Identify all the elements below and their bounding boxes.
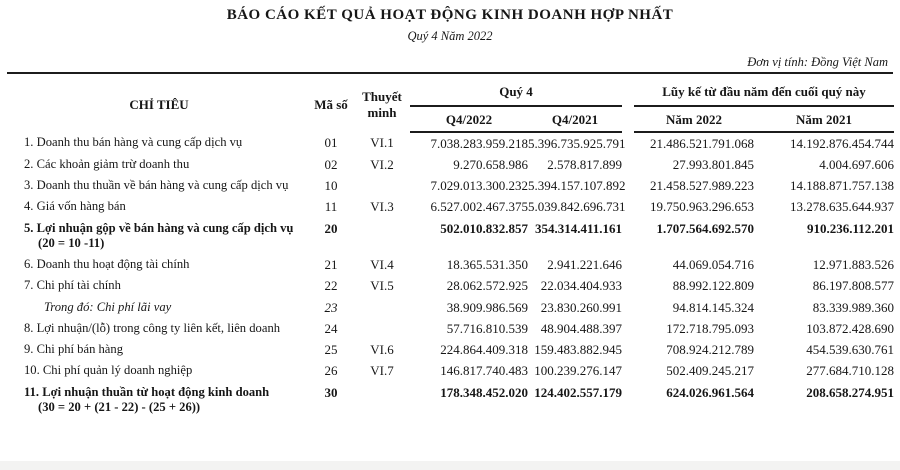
row-code: 21: [324, 257, 338, 273]
header-year-2021: Năm 2021: [754, 106, 894, 133]
cell-year-2022: 21.458.527.989.223: [650, 178, 754, 194]
header-code: Mã số: [314, 96, 348, 112]
row-label: [10, 297, 308, 318]
table-row: [10, 276, 894, 297]
table-row: [10, 318, 894, 339]
cell-q4-2021: 23.830.260.991: [540, 299, 622, 315]
row-formula: (20 = 10 -11): [38, 236, 105, 251]
header-quarter-group: Quý 4: [410, 77, 622, 106]
cell-q4-2021: 2.578.817.899: [547, 156, 622, 172]
table-row: [10, 154, 894, 175]
row-note: [354, 297, 410, 318]
cell-q4-2021: 5.039.842.696.731: [528, 199, 626, 215]
column-gap: [622, 361, 634, 382]
cell-year-2022: 502.409.245.217: [666, 363, 754, 379]
row-code: 25: [324, 342, 338, 358]
cell-q4-2021: 124.402.557.179: [534, 384, 622, 400]
cell-year-2022: 172.718.795.093: [666, 320, 754, 336]
row-label: 7. Chi phí tài chính: [24, 278, 121, 293]
cell-year-2021: 103.872.428.690: [806, 320, 894, 336]
row-label-text: 5. Lợi nhuận gộp về bán hàng và cung cấp dịch vụ: [24, 220, 294, 235]
table-row: [10, 132, 894, 154]
cell-q4-2022: 28.062.572.925: [446, 278, 528, 294]
header-ytd-group: Lũy kế từ đầu năm đến cuối quý này: [634, 77, 894, 106]
cell-year-2021: 4.004.697.606: [819, 156, 894, 172]
row-note: VI.4: [370, 257, 394, 273]
scan-edge-shadow: [0, 461, 900, 470]
cell-q4-2022: 178.348.452.020: [440, 384, 528, 400]
column-gap: [622, 255, 634, 276]
row-note: VI.2: [370, 156, 394, 172]
cell-q4-2022: 224.864.409.318: [440, 342, 528, 358]
cell-year-2021: 454.539.630.761: [806, 342, 894, 358]
row-label: 1. Doanh thu bán hàng và cung cấp dịch vụ: [24, 134, 243, 149]
row-note: VI.7: [370, 363, 394, 379]
row-code: 30: [324, 384, 338, 400]
document-title: BÁO CÁO KẾT QUẢ HOẠT ĐỘNG KINH DOANH HỢP NHẤT: [226, 7, 674, 23]
row-code: 24: [324, 320, 338, 336]
row-code: 10: [324, 178, 338, 194]
row-label: 3. Doanh thu thuần về bán hàng và cung cấp dịch vụ: [24, 178, 289, 193]
cell-year-2021: 86.197.808.577: [812, 278, 894, 294]
table-row: [10, 197, 894, 218]
row-note: VI.5: [370, 278, 394, 294]
header-year-2022: Năm 2022: [634, 106, 754, 133]
row-note: [354, 176, 410, 197]
cell-year-2022: 88.992.122.809: [672, 278, 754, 294]
cell-q4-2022: 7.038.283.959.218: [430, 135, 528, 151]
table-row-detail: [10, 297, 894, 318]
column-gap: [622, 276, 634, 297]
header-note: Thuyết minh: [362, 89, 402, 120]
row-note: VI.6: [370, 342, 394, 358]
header-q4-2022: Q4/2022: [410, 106, 528, 133]
cell-q4-2021: 354.314.411.161: [534, 220, 622, 236]
table-row: [10, 361, 894, 382]
cell-year-2022: 1.707.564.692.570: [656, 220, 754, 236]
row-note: [354, 218, 410, 254]
cell-q4-2022: 7.029.013.300.232: [430, 178, 528, 194]
row-label: 8. Lợi nhuận/(lỗ) trong công ty liên kết, liên doanh: [24, 320, 281, 335]
table-row: [10, 255, 894, 276]
cell-year-2022: 21.486.521.791.068: [650, 135, 754, 151]
cell-year-2021: 14.188.871.757.138: [790, 178, 894, 194]
cell-q4-2021: 159.483.882.945: [534, 342, 622, 358]
document-header: [0, 0, 900, 44]
column-gap: [622, 318, 634, 339]
row-note: [354, 382, 410, 418]
row-note: VI.1: [370, 134, 394, 150]
header-q4-2021: Q4/2021: [528, 106, 622, 133]
cell-year-2022: 27.993.801.845: [672, 156, 754, 172]
column-gap: [622, 340, 634, 361]
row-code: 02: [324, 156, 338, 172]
row-note: VI.3: [370, 199, 394, 215]
header-group-row: [10, 77, 894, 106]
cell-year-2022: 44.069.054.716: [672, 257, 754, 273]
cell-year-2022: 708.924.212.789: [666, 342, 754, 358]
cell-year-2021: 13.278.635.644.937: [790, 199, 894, 215]
column-gap: [622, 154, 634, 175]
row-label-text: Trong đó: Chi phí lãi vay: [44, 299, 172, 314]
cell-q4-2021: 5.394.157.107.892: [528, 178, 626, 194]
cell-year-2022: 19.750.963.296.653: [650, 199, 754, 215]
cell-q4-2021: 5.396.735.925.791: [528, 135, 626, 151]
cell-year-2022: 624.026.961.564: [666, 384, 754, 400]
table-body: [10, 132, 894, 418]
row-code: 11: [324, 199, 338, 215]
cell-year-2021: 910.236.112.201: [806, 220, 894, 236]
cell-year-2021: 14.192.876.454.744: [790, 135, 894, 151]
column-gap: [622, 382, 634, 418]
cell-year-2021: 12.971.883.526: [812, 257, 894, 273]
document-subtitle: Quý 4 Năm 2022: [407, 29, 493, 43]
column-gap: [622, 77, 634, 132]
cell-year-2022: 94.814.145.324: [672, 299, 754, 315]
unit-note: Đơn vị tính: Đồng Việt Nam: [747, 55, 888, 69]
row-label: 6. Doanh thu hoạt động tài chính: [24, 257, 190, 272]
header-indicator: CHỈ TIÊU: [129, 96, 189, 112]
cell-q4-2022: 146.817.740.483: [440, 363, 528, 379]
table-row: [10, 176, 894, 197]
table-row: [10, 340, 894, 361]
income-statement-table: [10, 77, 894, 419]
cell-q4-2021: 22.034.404.933: [540, 278, 622, 294]
cell-q4-2022: 6.527.002.467.375: [430, 199, 528, 215]
row-label-text: 11. Lợi nhuận thuần từ hoạt động kinh doanh: [24, 384, 270, 399]
row-label: 4. Giá vốn hàng bán: [24, 199, 126, 214]
row-code: 22: [324, 278, 338, 294]
row-label: [10, 382, 308, 418]
column-gap: [622, 297, 634, 318]
row-label: 10. Chi phí quản lý doanh nghiệp: [24, 363, 193, 378]
row-note: [354, 318, 410, 339]
cell-q4-2022: 9.270.658.986: [453, 156, 528, 172]
cell-year-2021: 277.684.710.128: [806, 363, 894, 379]
row-code: 01: [324, 134, 338, 150]
row-label: 2. Các khoản giảm trừ doanh thu: [24, 156, 190, 171]
cell-year-2021: 83.339.989.360: [812, 299, 894, 315]
cell-q4-2022: 38.909.986.569: [446, 299, 528, 315]
table-row-subtotal: [10, 382, 894, 418]
header-rule: [7, 72, 893, 74]
row-label: [10, 218, 308, 254]
row-code: 20: [324, 220, 338, 236]
cell-q4-2022: 18.365.531.350: [446, 257, 528, 273]
cell-q4-2021: 2.941.221.646: [547, 257, 622, 273]
row-code: 26: [324, 363, 338, 379]
cell-q4-2021: 100.239.276.147: [534, 363, 622, 379]
row-code: 23: [324, 299, 338, 315]
column-gap: [622, 218, 634, 254]
cell-q4-2022: 502.010.832.857: [440, 220, 528, 236]
row-label: 9. Chi phí bán hàng: [24, 342, 123, 357]
row-formula: (30 = 20 + (21 - 22) - (25 + 26)): [38, 400, 201, 415]
cell-year-2021: 208.658.274.951: [806, 384, 894, 400]
cell-q4-2022: 57.716.810.539: [446, 320, 528, 336]
table-row-subtotal: [10, 218, 894, 254]
cell-q4-2021: 48.904.488.397: [540, 320, 622, 336]
table-header: [10, 77, 894, 132]
